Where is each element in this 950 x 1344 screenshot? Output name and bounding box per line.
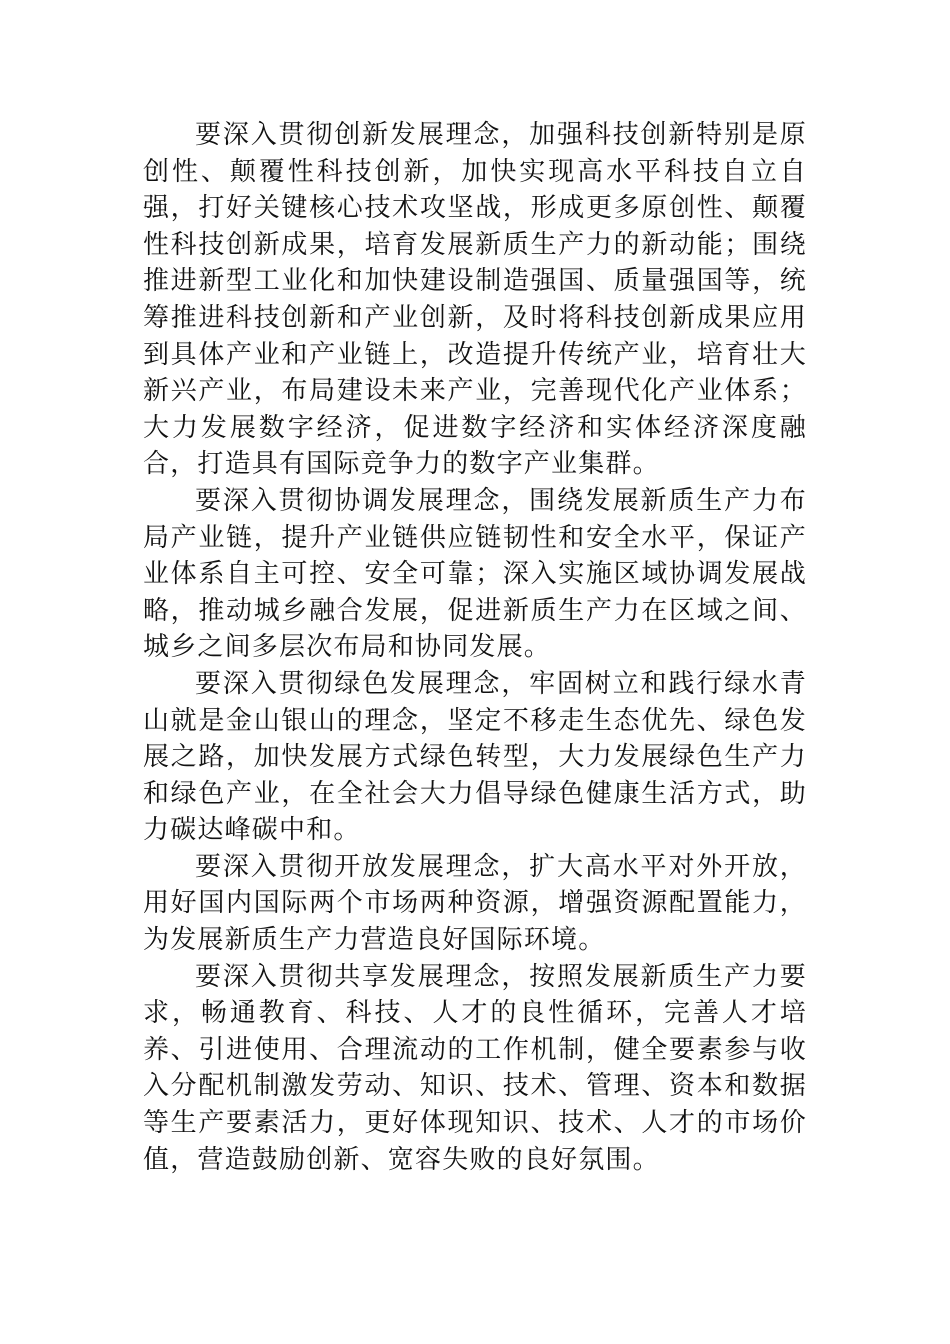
paragraph-sharing: 要深入贯彻共享发展理念，按照发展新质生产力要求，畅通教育、科技、人才的良性循环，完善人才培养、引进使用、合理流动的工作机制，健全要素参与收入分配机制激发劳动、知识、技术、管理、资本和数据等生产要素活力，更好体现知识、技术、人才的市场价值，营造鼓励创新、宽容失败的良好氛围。 xyxy=(143,961,807,1175)
paragraph-innovation: 要深入贯彻创新发展理念，加强科技创新特别是原创性、颠覆性科技创新，加快实现高水平科技自立自强，打好关键核心技术攻坚战，形成更多原创性、颠覆性科技创新成果，培育发展新质生产力的新动能；围绕推进新型工业化和加快建设制造强国、质量强国等，统筹推进科技创新和产业创新，及时将科技创新成果应用到具体产业和产业链上，改造提升传统产业，培育壮大新兴产业，布局建设未来产业，完善现代化产业体系；大力发展数字经济，促进数字经济和实体经济深度融合，打造具有国际竞争力的数字产业集群。 xyxy=(143,120,807,480)
paragraph-green: 要深入贯彻绿色发展理念，牢固树立和践行绿水青山就是金山银山的理念，坚定不移走生态优先、绿色发展之路，加快发展方式绿色转型，大力发展绿色生产力和绿色产业，在全社会大力倡导绿色健康生活方式，助力碳达峰碳中和。 xyxy=(143,668,807,846)
paragraph-coordination: 要深入贯彻协调发展理念，围绕发展新质生产力布局产业链，提升产业链供应链韧性和安全水平，保证产业体系自主可控、安全可靠；深入实施区域协调发展战略，推动城乡融合发展，促进新质生产力在区域之间、城乡之间多层次布局和协同发展。 xyxy=(143,485,807,663)
document-body xyxy=(143,117,807,1178)
paragraph-openness: 要深入贯彻开放发展理念，扩大高水平对外开放，用好国内国际两个市场两种资源，增强资源配置能力，为发展新质生产力营造良好国际环境。 xyxy=(143,851,807,956)
